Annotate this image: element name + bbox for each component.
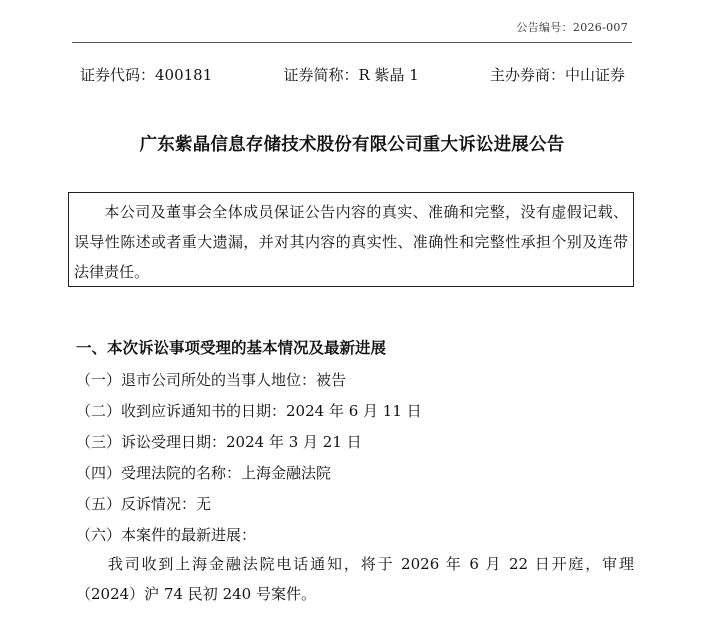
security-info-row	[80, 64, 625, 85]
list-item-notice-date: （二）收到应诉通知书的日期：2024 年 6 月 11 日	[76, 402, 422, 420]
list-item-court-name: （四）受理法院的名称：上海金融法院	[76, 464, 332, 482]
announcement-number: 公告编号：2026-007	[516, 21, 628, 34]
security-short-name: 证券简称：R 紫晶 1	[283, 66, 419, 84]
list-item-acceptance-date: （三）诉讼受理日期：2024 年 3 月 21 日	[76, 433, 362, 451]
list-item-latest-progress: （六）本案件的最新进展：	[76, 526, 257, 544]
progress-paragraph	[76, 549, 634, 609]
disclaimer-box	[68, 192, 634, 287]
document-title: 广东紫晶信息存储技术股份有限公司重大诉讼进展公告	[139, 135, 565, 155]
list-item-counterclaim: （五）反诉情况：无	[76, 495, 212, 513]
security-code: 证券代码：400181	[80, 66, 213, 84]
section-heading: 一、本次诉讼事项受理的基本情况及最新进展	[76, 338, 387, 357]
header-divider	[72, 42, 632, 43]
disclaimer-text: 本公司及董事会全体成员保证公告内容的真实、准确和完整，没有虚假记载、误导性陈述或者重大遗漏，并对其内容的真实性、准确性和完整性承担个别及连带法律责任。	[74, 203, 628, 281]
progress-text: 我司收到上海金融法院电话通知，将于 2026 年 6 月 22 日开庭，审理（2024）沪 74 民初 240 号案件。	[76, 555, 634, 603]
sponsor-broker: 主办券商：中山证券	[489, 66, 625, 84]
list-item-party-status: （一）退市公司所处的当事人地位：被告	[76, 371, 347, 389]
